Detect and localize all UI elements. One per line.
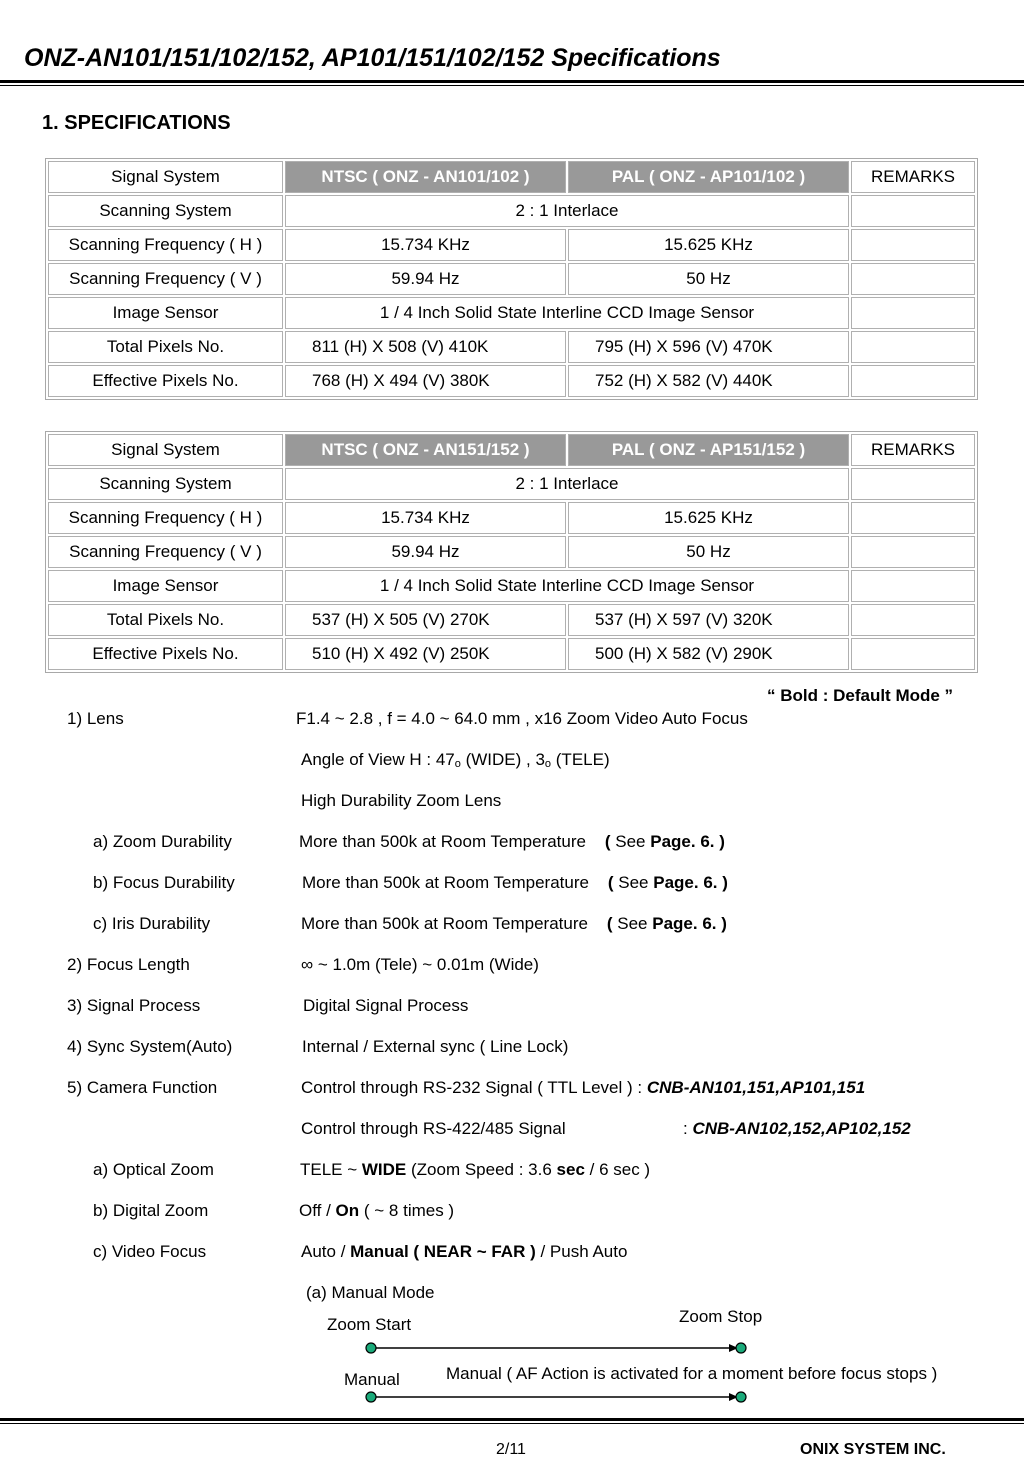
table-cell: 59.94 Hz <box>285 263 566 295</box>
table-cell: Total Pixels No. <box>48 604 283 636</box>
table-header-cell: NTSC ( ONZ - AN101/102 ) <box>285 161 566 193</box>
footer-rule <box>0 1418 1024 1421</box>
table-header-cell: REMARKS <box>851 434 975 466</box>
iris-durability-label: c) Iris Durability <box>93 914 211 933</box>
manual-stop-dot <box>736 1392 746 1402</box>
table-cell: 50 Hz <box>568 536 849 568</box>
table-cell: 15.625 KHz <box>568 502 849 534</box>
table-cell: Scanning Frequency ( V ) <box>48 263 283 295</box>
focus-durability-label: b) Focus Durability <box>93 873 235 892</box>
iris-durability-value: More than 500k at Room Temperature ( See Page. 6. ) <box>301 914 727 933</box>
table-cell: 768 (H) X 494 (V) 380K <box>285 365 566 397</box>
page-title: ONZ-AN101/151/102/152, AP101/151/102/152 Specifications <box>24 44 721 72</box>
manual-note: Manual ( AF Action is activated for a moment before focus stops ) <box>446 1364 938 1383</box>
table-cell: 811 (H) X 508 (V) 410K <box>285 331 566 363</box>
optical-zoom-value: TELE ~ WIDE (Zoom Speed : 3.6 sec / 6 sec ) <box>300 1160 651 1179</box>
lens-label: 1) Lens <box>67 709 124 728</box>
camera-function-rs485-models: : CNB-AN102,152,AP102,152 <box>683 1119 911 1138</box>
lens-spec: F1.4 ~ 2.8 , f = 4.0 ~ 64.0 mm , x16 Zoom Video Auto Focus <box>296 709 748 728</box>
table-cell: 15.734 KHz <box>285 502 566 534</box>
table-cell: Scanning System <box>48 195 283 227</box>
table-cell: Scanning Frequency ( H ) <box>48 502 283 534</box>
zoom-start-label: Zoom Start <box>327 1315 412 1334</box>
table-cell: Scanning Frequency ( H ) <box>48 229 283 261</box>
focus-length-value: ∞ ~ 1.0m (Tele) ~ 0.01m (Wide) <box>301 955 539 974</box>
camera-function-rs485: Control through RS-422/485 Signal <box>301 1119 566 1138</box>
table-cell: 15.734 KHz <box>285 229 566 261</box>
table-cell: 15.625 KHz <box>568 229 849 261</box>
video-focus-value: Auto / Manual ( NEAR ~ FAR ) / Push Auto <box>301 1242 628 1261</box>
sync-value: Internal / External sync ( Line Lock) <box>302 1037 569 1056</box>
signal-process-label: 3) Signal Process <box>67 996 201 1015</box>
degree-mark: o <box>454 758 461 770</box>
sync-label: 4) Sync System(Auto) <box>67 1037 233 1056</box>
camera-function-label: 5) Camera Function <box>67 1078 218 1097</box>
table-cell: 1 / 4 Inch Solid State Interline CCD Image Sensor <box>285 297 849 329</box>
table-header-cell: PAL ( ONZ - AP101/102 ) <box>568 161 849 193</box>
lens-type: High Durability Zoom Lens <box>301 791 502 810</box>
table-cell: 59.94 Hz <box>285 536 566 568</box>
table-cell: 2 : 1 Interlace <box>285 195 849 227</box>
table-cell: Effective Pixels No. <box>48 365 283 397</box>
zoom-durability-label: a) Zoom Durability <box>93 832 232 851</box>
table-header-cell: PAL ( ONZ - AP151/152 ) <box>568 434 849 466</box>
camera-function-rs232: Control through RS-232 Signal ( TTL Level ) : CNB-AN101,151,AP101,151 <box>301 1078 866 1097</box>
section-title: 1. SPECIFICATIONS <box>42 112 231 134</box>
zoom-stop-dot <box>736 1343 746 1353</box>
table-cell: Image Sensor <box>48 570 283 602</box>
angle-of-view: Angle of View H : 47o (WIDE) , 3o (TELE) <box>301 750 610 770</box>
focus-length-label: 2) Focus Length <box>67 955 190 974</box>
table-cell: Scanning System <box>48 468 283 500</box>
table-cell: 510 (H) X 492 (V) 250K <box>285 638 566 670</box>
zoom-start-dot <box>366 1343 376 1353</box>
table-cell: Total Pixels No. <box>48 331 283 363</box>
table-cell: 50 Hz <box>568 263 849 295</box>
table-cell: 795 (H) X 596 (V) 470K <box>568 331 849 363</box>
table-header-cell: Signal System <box>48 161 283 193</box>
manual-label: Manual <box>344 1370 400 1389</box>
signal-process-value: Digital Signal Process <box>303 996 469 1015</box>
table-cell: 752 (H) X 582 (V) 440K <box>568 365 849 397</box>
page-number: 2/11 <box>496 1441 526 1458</box>
company-name: ONIX SYSTEM INC. <box>800 1441 946 1458</box>
zoom-stop-label: Zoom Stop <box>679 1307 763 1326</box>
video-focus-label: c) Video Focus <box>93 1242 207 1261</box>
default-mode-note: “ Bold : Default Mode ” <box>767 686 954 705</box>
manual-start-dot <box>366 1392 376 1402</box>
table-cell: 500 (H) X 582 (V) 290K <box>568 638 849 670</box>
optical-zoom-label: a) Optical Zoom <box>93 1160 214 1179</box>
table-cell: 1 / 4 Inch Solid State Interline CCD Image Sensor <box>285 570 849 602</box>
table-header-cell: Signal System <box>48 434 283 466</box>
table-cell: 537 (H) X 597 (V) 320K <box>568 604 849 636</box>
manual-mode-title: (a) Manual Mode <box>306 1283 435 1302</box>
focus-durability-value: More than 500k at Room Temperature ( See Page. 6. ) <box>302 873 728 892</box>
table-cell: Scanning Frequency ( V ) <box>48 536 283 568</box>
degree-mark: o <box>544 758 552 770</box>
table-cell: 2 : 1 Interlace <box>285 468 849 500</box>
table-cell: 537 (H) X 505 (V) 270K <box>285 604 566 636</box>
footer-rule-thin <box>0 1423 1024 1424</box>
table-header-cell: REMARKS <box>851 161 975 193</box>
zoom-durability-value: More than 500k at Room Temperature ( See Page. 6. ) <box>299 832 725 851</box>
table-cell: Image Sensor <box>48 297 283 329</box>
table-header-cell: NTSC ( ONZ - AN151/152 ) <box>285 434 566 466</box>
digital-zoom-value: Off / On ( ~ 8 times ) <box>299 1201 455 1220</box>
digital-zoom-label: b) Digital Zoom <box>93 1201 209 1220</box>
table-cell: Effective Pixels No. <box>48 638 283 670</box>
